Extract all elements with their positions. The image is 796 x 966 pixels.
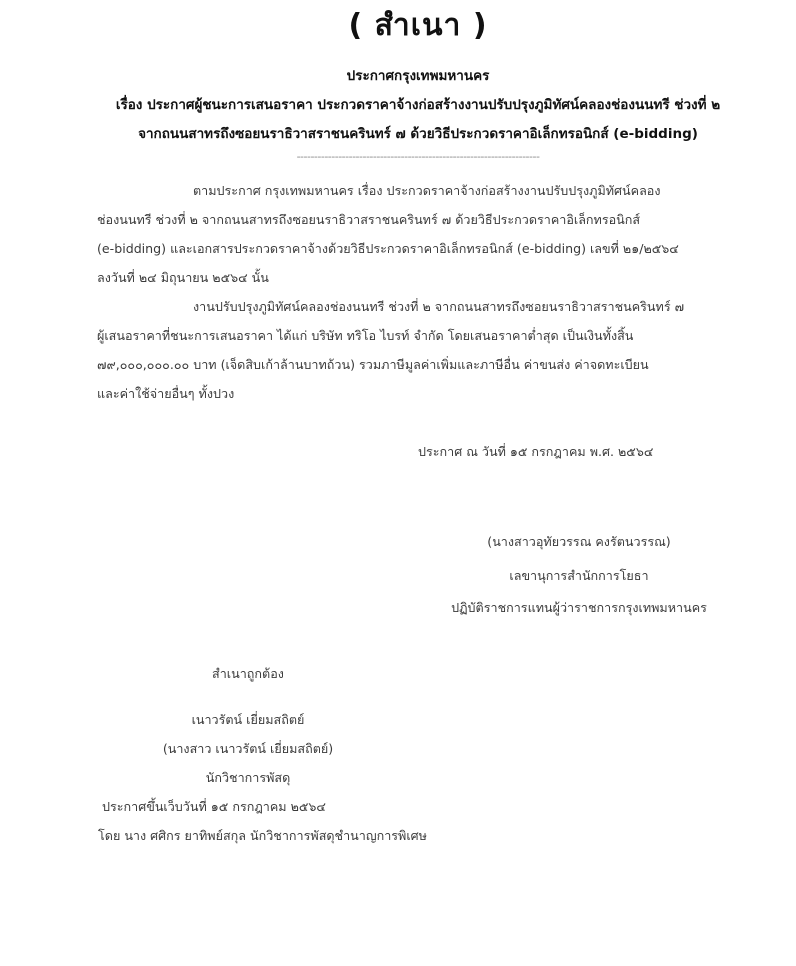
paragraph-1-line-4: ลงวันที่ ๒๔ มิถุนายน ๒๕๖๔ นั้น <box>97 270 269 285</box>
posted-by: โดย นาง ศศิกร ยาทิพย์สกุล นักวิชาการพัสดุชำนาญการพิเศษ <box>98 828 427 843</box>
signatory-acting: ปฏิบัติราชการแทนผู้ว่าราชการกรุงเทพมหานคร <box>451 600 707 615</box>
announcement-subject-line-2: จากถนนสาทรถึงซอยนราธิวาสราชนครินทร์ ๗ ด้วยวิธีประกวดราคาอิเล็กทรอนิกส์ (e-bidding) <box>138 126 698 142</box>
announce-date: ประกาศ ณ วันที่ ๑๕ กรกฎาคม พ.ศ. ๒๕๖๔ <box>418 444 654 459</box>
certifier-signature: เนาวรัตน์ เยี่ยมสถิตย์ <box>191 712 305 727</box>
announcement-org: ประกาศกรุงเทพมหานคร <box>346 68 490 84</box>
paragraph-2-line-1: งานปรับปรุงภูมิทัศน์คลองช่องนนทรี ช่วงที่ ๒ จากถนนสาทรถึงซอยนราธิวาสราชนครินทร์ ๗ <box>193 299 685 314</box>
certifier-title: นักวิชาการพัสดุ <box>205 770 291 785</box>
signatory-name: (นางสาวอุทัยวรรณ คงรัตนวรรณ) <box>487 534 671 549</box>
paragraph-1-line-2: ช่องนนทรี ช่วงที่ ๒ จากถนนสาทรถึงซอยนราธิวาสราชนครินทร์ ๗ ด้วยวิธีประกวดราคาอิเล็กทรอนิกส์ <box>97 212 641 227</box>
header-divider: ---------------------------------------------------------------------- <box>296 150 540 163</box>
paragraph-2-line-3: ๗๙,๐๐๐,๐๐๐.๐๐ บาท (เจ็ดสิบเก้าล้านบาทถ้วน) รวมภาษีมูลค่าเพิ่มและภาษีอื่น ค่าขนส่ง ค่าจดทะเบียน <box>97 357 649 372</box>
paragraph-2-line-2: ผู้เสนอราคาที่ชนะการเสนอราคา ได้แก่ บริษัท ทริโอ ไบรท์ จำกัด โดยเสนอราคาต่ำสุด เป็นเงินทั้งสิ้น <box>97 328 634 343</box>
copy-mark-title: ( สำเนา ) <box>348 8 488 43</box>
web-posting-date: ประกาศขึ้นเว็บวันที่ ๑๕ กรกฎาคม ๒๕๖๔ <box>102 799 326 814</box>
certified-copy-label: สำเนาถูกต้อง <box>212 666 284 681</box>
certifier-full-name: (นางสาว เนาวรัตน์ เยี่ยมสถิตย์) <box>162 741 334 756</box>
paragraph-2-line-4: และค่าใช้จ่ายอื่นๆ ทั้งปวง <box>97 386 235 401</box>
signatory-position: เลขานุการสำนักการโยธา <box>509 568 649 583</box>
paragraph-1-line-1: ตามประกาศ กรุงเทพมหานคร เรื่อง ประกวดราคาจ้างก่อสร้างงานปรับปรุงภูมิทัศน์คลอง <box>193 183 661 198</box>
announcement-subject-line-1: เรื่อง ประกาศผู้ชนะการเสนอราคา ประกวดราคาจ้างก่อสร้างงานปรับปรุงภูมิทัศน์คลองช่องนนทรี ช่วงที่ ๒ <box>115 97 721 113</box>
paragraph-1-line-3: (e-bidding) และเอกสารประกวดราคาจ้างด้วยวิธีประกวดราคาอิเล็กทรอนิกส์ (e-bidding) เลขที่ ๒๑/๒๕๖๔ <box>97 241 679 256</box>
